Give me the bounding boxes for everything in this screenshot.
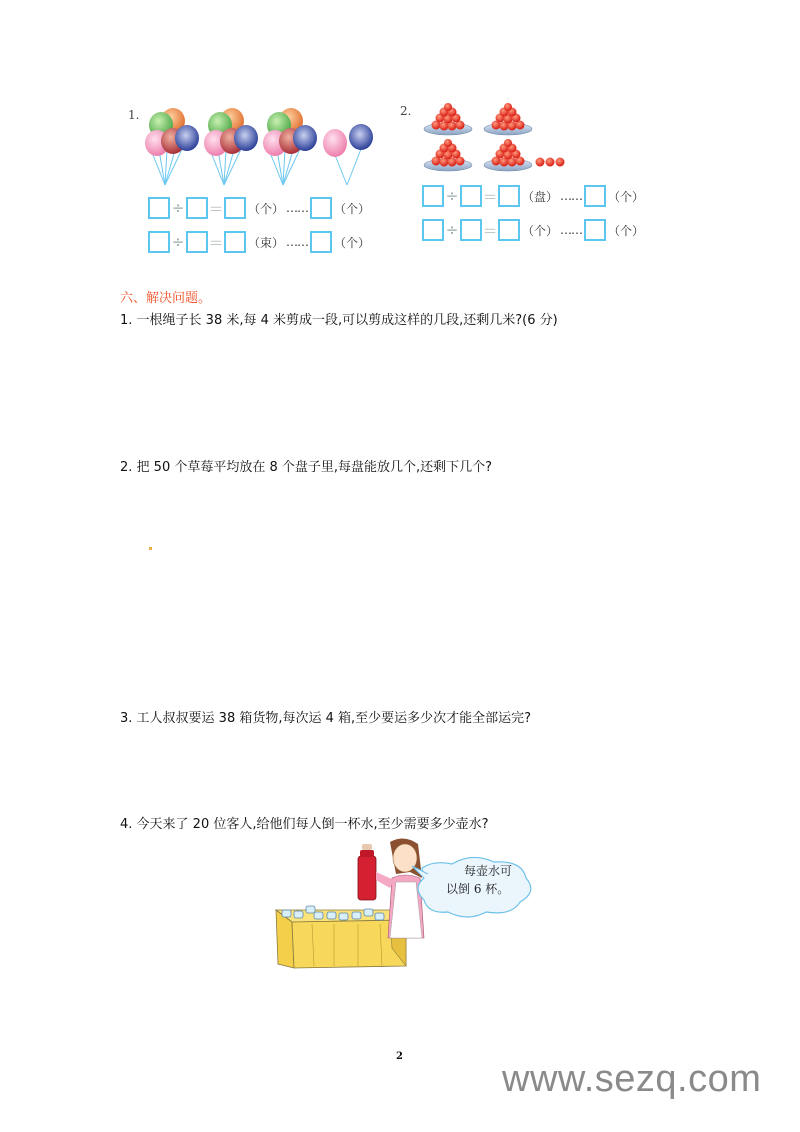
equals-sign: ＝ [482, 221, 498, 240]
question-4: 4. 今天来了 20 位客人,给他们每人倒一杯水,至少需要多少壶水? [120, 817, 489, 832]
divide-sign: ÷ [171, 199, 185, 217]
answer-box[interactable] [310, 197, 332, 219]
item2-equation-row-1 [422, 184, 646, 208]
ellipsis: …… [286, 201, 309, 215]
balloon-bunch-3 [263, 108, 317, 185]
item2-equation-row-2 [422, 218, 646, 242]
speech-bubble-text [446, 862, 536, 898]
item1-equation-row-1 [148, 196, 372, 220]
speech-line-2: 以倒 6 杯。 [446, 882, 510, 896]
unit-label: （个） [248, 201, 285, 216]
balloon-bunch-2 [204, 108, 258, 185]
plate-2 [484, 103, 532, 135]
question-3: 3. 工人叔叔要运 38 箱货物,每次运 4 箱,至少要运多少次才能全部运完? [120, 711, 532, 726]
tomato-plates-illustration [418, 103, 578, 173]
unit-label: （个） [334, 235, 371, 250]
stray-mark [149, 547, 152, 550]
item2-number: 2. [400, 104, 412, 118]
unit-label: （个） [334, 201, 371, 216]
page-number: 2 [396, 1051, 403, 1062]
watermark: www.sezq.com [502, 1058, 762, 1100]
divide-sign: ÷ [445, 187, 459, 205]
girl-pouring-water-illustration [272, 838, 537, 978]
answer-box[interactable] [148, 231, 170, 253]
item1-equation-row-2 [148, 230, 372, 254]
question-2: 2. 把 50 个草莓平均放在 8 个盘子里,每盘能放几个,还剩下几个? [120, 460, 493, 475]
section-title: 六、解决问题。 [120, 291, 212, 306]
answer-box[interactable] [460, 219, 482, 241]
equals-sign: ＝ [482, 187, 498, 206]
ellipsis: …… [560, 189, 583, 203]
answer-box[interactable] [186, 231, 208, 253]
ellipsis: …… [560, 223, 583, 237]
unit-label: （束） [248, 235, 285, 250]
divide-sign: ÷ [171, 233, 185, 251]
answer-box[interactable] [224, 197, 246, 219]
answer-box[interactable] [498, 185, 520, 207]
divide-sign: ÷ [445, 221, 459, 239]
answer-box[interactable] [460, 185, 482, 207]
plate-4 [484, 139, 532, 171]
unit-label: （个） [608, 189, 645, 204]
answer-box[interactable] [310, 231, 332, 253]
question-1: 1. 一根绳子长 38 米,每 4 米剪成一段,可以剪成这样的几段,还剩几米?(6 分) [120, 313, 558, 328]
answer-box[interactable] [584, 219, 606, 241]
answer-box[interactable] [224, 231, 246, 253]
item1-number: 1. [128, 108, 140, 122]
unit-label: （个） [522, 223, 559, 238]
answer-box[interactable] [584, 185, 606, 207]
speech-line-1: 每壶水可 [464, 864, 513, 878]
loose-tomatoes [536, 158, 565, 167]
equals-sign: ＝ [208, 199, 224, 218]
plate-3 [424, 139, 472, 171]
unit-label: （盘） [522, 189, 559, 204]
answer-box[interactable] [148, 197, 170, 219]
answer-box[interactable] [498, 219, 520, 241]
ellipsis: …… [286, 235, 309, 249]
unit-label: （个） [608, 223, 645, 238]
answer-box[interactable] [186, 197, 208, 219]
answer-box[interactable] [422, 185, 444, 207]
equals-sign: ＝ [208, 233, 224, 252]
plate-1 [424, 103, 472, 135]
balloons-illustration [145, 105, 385, 190]
balloon-bunch-1 [145, 108, 199, 185]
answer-box[interactable] [422, 219, 444, 241]
balloon-pair-4 [323, 124, 373, 185]
thermos [358, 844, 376, 900]
